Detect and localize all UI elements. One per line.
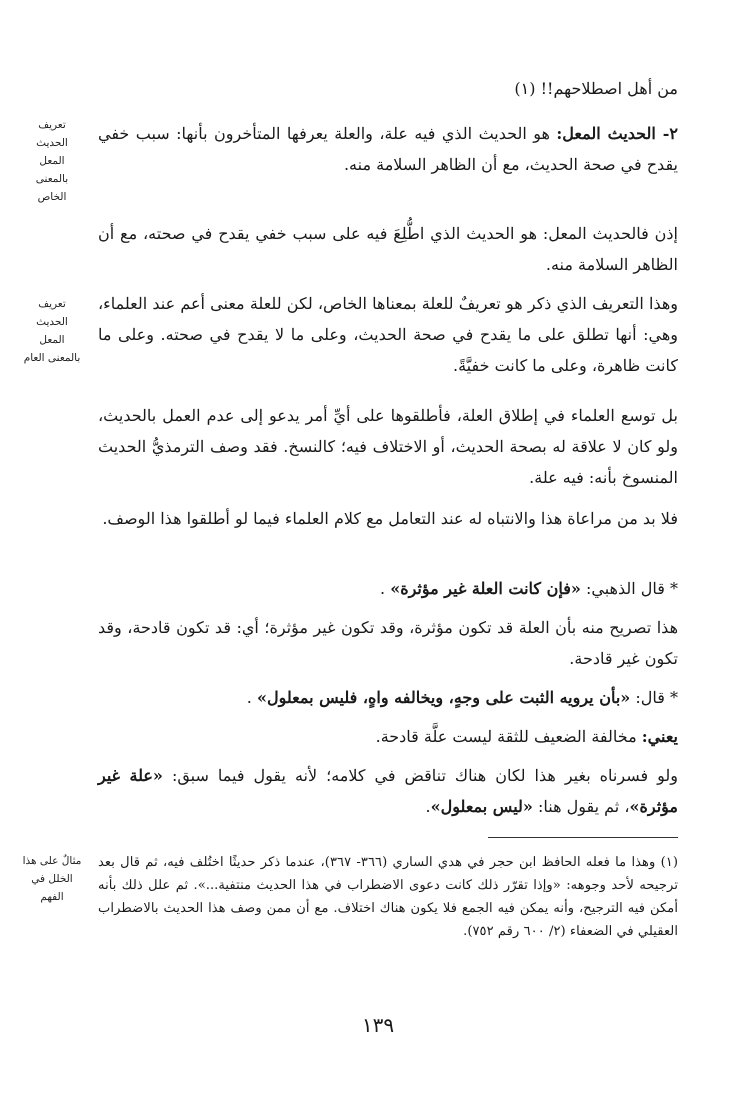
margin-note-line: الخاص (37, 191, 67, 203)
section-heading: ٢- الحديث المعل: (556, 124, 678, 143)
paragraph-2 (98, 218, 678, 280)
paragraph-6 (98, 612, 678, 674)
top-line-text: من أهل اصطلاحهم!! (١) (514, 79, 678, 98)
top-line (98, 73, 678, 104)
paragraph-5-text: فلا بد من مراعاة هذا والانتباه له عند التعامل مع كلام العلماء فيما لو أطلقوا هذا الوصف. (102, 509, 678, 528)
margin-note-line: مثالٌ على هذا (22, 855, 82, 867)
footnote-divider (488, 837, 678, 838)
paragraph-7-line (98, 721, 678, 752)
paragraph-2-text: إذن فالحديث المعل: هو الحديث الذي اطُّلِعَ فيه على سبب خفي يقدح في صحته، مع أن الظاهر السلامة منه. (98, 224, 678, 274)
margin-note-line: الحديث المعل (36, 316, 68, 346)
section-2-block (98, 118, 678, 180)
paragraph-8-end: . (425, 797, 431, 816)
paragraph-4-text: بل توسع العلماء في إطلاق العلة، فأطلقوها على أيِّ أمر يدعو إلى عدم العمل بالحديث، ولو كان لا علاقة له بصحة الحديث، أو الاختلاف فيه؛ كالنسخ. فقد وصف الترمذيُّ الحديث المنسوخ بأنه: فيه علة. (98, 406, 678, 487)
margin-note-general-meaning (22, 295, 82, 367)
paragraph-8-text: ولو فسرناه بغير هذا لكان هناك تناقض في كلامه؛ لأنه يقول فيما سبق: (171, 766, 678, 785)
paragraph-8-mid: ، ثم يقول هنا: (538, 797, 630, 816)
quote-2-prefix: * قال: (635, 688, 678, 707)
margin-note-line: بالمعنى (35, 173, 69, 185)
definition-paragraph (98, 118, 678, 180)
paragraph-8 (98, 760, 678, 822)
paragraph-8-line (98, 760, 678, 822)
quote-2-bold: «بأن يرويه الثبت على وجهٍ، ويخالفه واهٍ، فليس بمعلول» (256, 688, 631, 707)
paragraph-3-text: وهذا التعريف الذي ذكر هو تعريفٌ للعلة بمعناها الخاص، لكن للعلة معنى أعم عند العلماء، وهي: أنها تطلق على ما يقدح في صحة الحديث، وعلى ما لا يقدح في صحته. وعلى ما كانت ظاهرة، وعلى ما كانت خفيَّةً. (98, 294, 678, 375)
paragraph-8-bold-1: «علة غير مؤثرة» (98, 766, 678, 816)
margin-note-line: تعريف (38, 119, 66, 131)
quote-1-prefix: * قال الذهبي: (585, 579, 678, 598)
margin-note-line: الفهم (40, 891, 64, 903)
paragraph-7-text: مخالفة الضعيف للثقة ليست علَّة قادحة. (375, 727, 637, 746)
margin-note-special-meaning (22, 116, 82, 206)
quote-2-suffix: . (246, 688, 252, 707)
quote-2 (98, 682, 678, 713)
margin-note-line: الخلل في (31, 873, 73, 885)
paragraph-3 (98, 288, 678, 381)
paragraph-4 (98, 400, 678, 493)
margin-note-line: بالمعنى العام (23, 352, 81, 364)
quote-1-line (98, 573, 678, 604)
margin-note-example (22, 852, 82, 906)
paragraph-7-bold: يعني: (641, 727, 678, 746)
paragraph-8-bold-2: «ليس بمعلول» (430, 797, 533, 816)
footnote (98, 851, 678, 943)
page-number: ١٣٩ (361, 1013, 395, 1037)
quote-2-line (98, 682, 678, 713)
paragraph-6-text: هذا تصريح منه بأن العلة قد تكون مؤثرة، وقد تكون غير مؤثرة؛ أي: قد تكون قادحة، وقد تكون غير قادحة. (98, 618, 678, 668)
quote-1-suffix: . (380, 579, 386, 598)
quote-1 (98, 573, 678, 604)
paragraph-7 (98, 721, 678, 752)
definition-text: هو الحديث الذي فيه علة، والعلة يعرفها المتأخرون بأنها: سبب خفي يقدح في صحة الحديث، مع أن الظاهر السلامة منه. (98, 124, 678, 174)
footnote-text: (١) وهذا ما فعله الحافظ ابن حجر في هدي الساري (٣٦٦- ٣٦٧)، عندما ذكر حديثًا اختُلف فيه، ثم قال بعد ترجيحه لأحد وجوهه: «وإذا تقرّر ذلك كانت دعوى الاضطراب في هذا الحديث منتفية...». ثم علل ذلك بأنه أمكن فيه الترجيح، وأنه يمكن فيه الجمع فلا يكون هناك اختلاف. مع أن ممن وصف هذا الحديث بالاضطراب العقيلي في الضعفاء (٢/ ٦٠٠ رقم ٧٥٢). (98, 855, 678, 939)
margin-note-line: تعريف (38, 298, 66, 310)
margin-note-line: الحديث المعل (36, 137, 68, 167)
quote-1-bold: «فإن كانت العلة غير مؤثرة» (390, 579, 581, 598)
paragraph-5 (98, 503, 678, 534)
